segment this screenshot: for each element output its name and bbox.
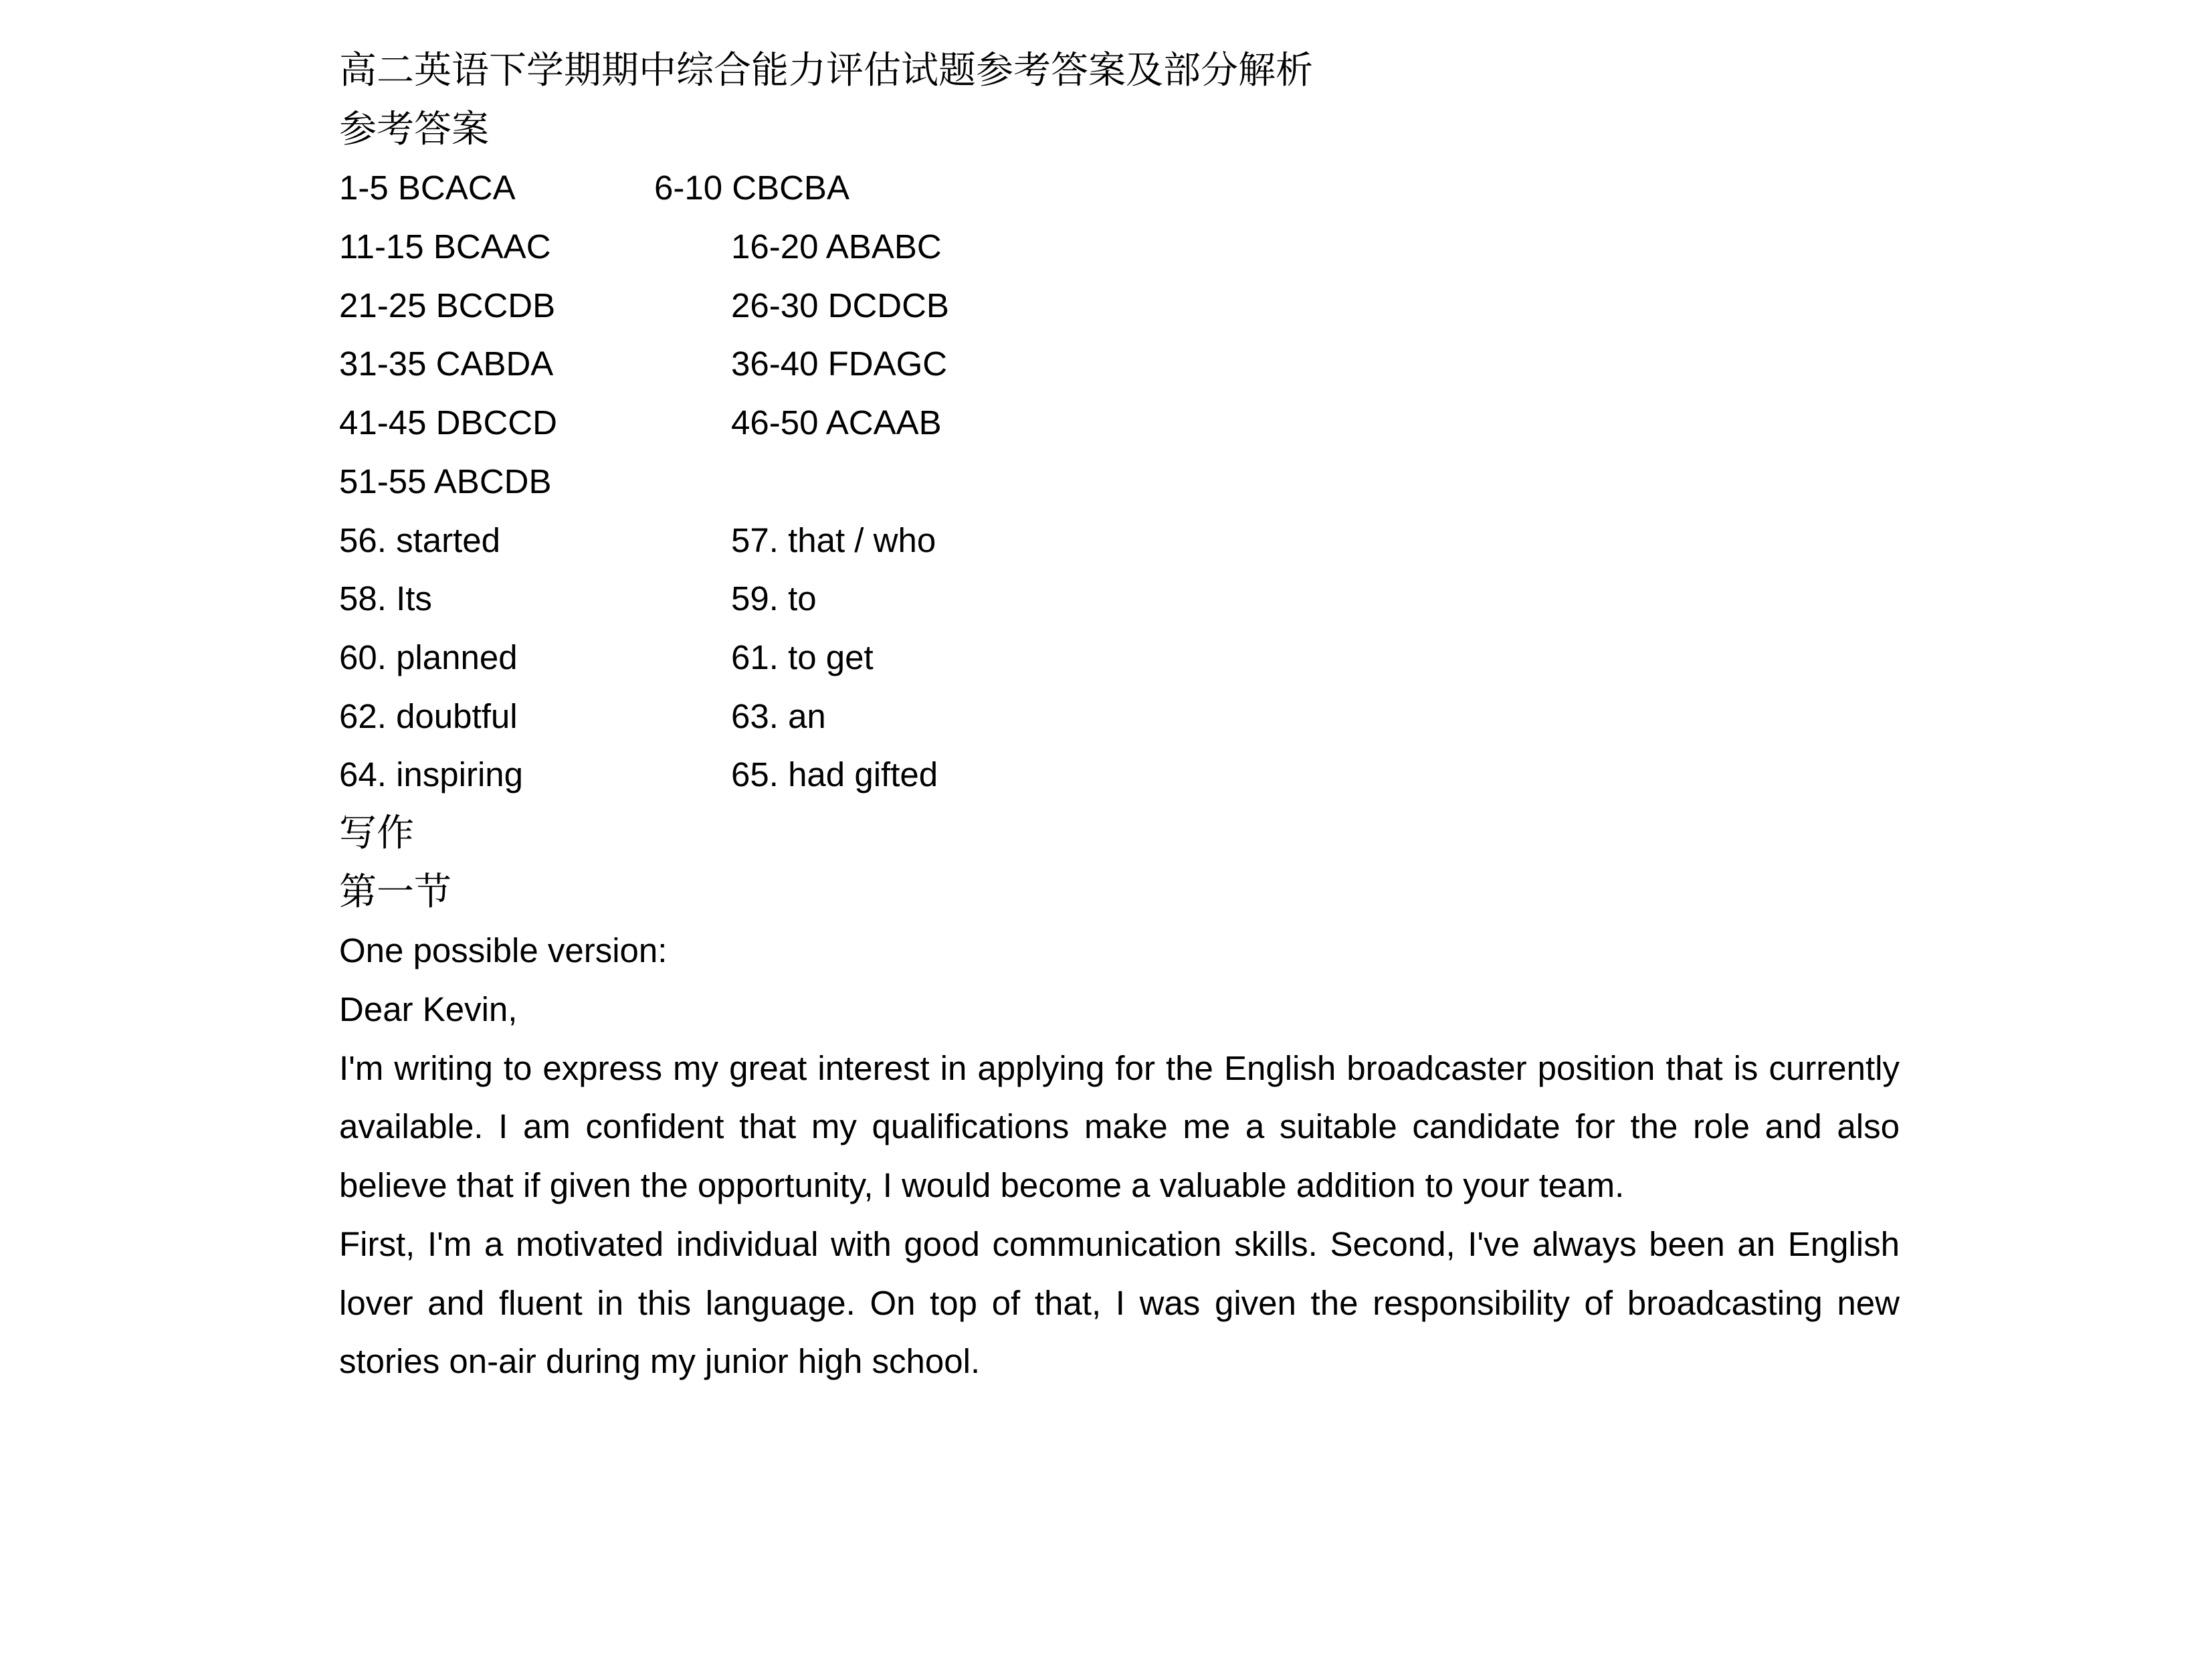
letter-salutation: Dear Kevin, bbox=[339, 990, 518, 1028]
answer-row bbox=[339, 159, 1900, 217]
fill-answer: 56. started bbox=[339, 521, 500, 559]
fill-answer: 65. had gifted bbox=[731, 755, 938, 794]
answer-group: 16-20 ABABC bbox=[731, 227, 942, 266]
answer-row bbox=[339, 217, 1900, 276]
answer-group: 1-5 BCACA bbox=[339, 169, 516, 207]
answer-row bbox=[339, 745, 1900, 804]
fill-answers bbox=[339, 511, 1900, 804]
version-label: One possible version: bbox=[339, 931, 668, 970]
fill-answer: 64. inspiring bbox=[339, 755, 523, 794]
fill-answer: 57. that / who bbox=[731, 521, 936, 559]
fill-answer: 63. an bbox=[731, 696, 826, 735]
fill-answer: 62. doubtful bbox=[339, 696, 518, 735]
writing-heading: 写作 bbox=[339, 811, 414, 855]
answer-row bbox=[339, 452, 1900, 511]
answer-group: 6-10 CBCBA bbox=[654, 169, 849, 207]
answer-row bbox=[339, 687, 1900, 746]
answer-row bbox=[339, 628, 1900, 687]
answer-group: 31-35 CABDA bbox=[339, 345, 554, 383]
section-heading: 第一节 bbox=[339, 870, 451, 914]
answer-row bbox=[339, 569, 1900, 628]
answer-group: 36-40 FDAGC bbox=[731, 345, 948, 383]
answer-row bbox=[339, 335, 1900, 393]
fill-answer: 61. to get bbox=[731, 638, 874, 676]
answer-group: 21-25 BCCDB bbox=[339, 286, 556, 324]
answers-heading: 参考答案 bbox=[339, 107, 489, 151]
answer-group: 51-55 ABCDB bbox=[339, 462, 552, 500]
fill-answer: 58. Its bbox=[339, 579, 432, 618]
letter-paragraph: First, I'm a motivated individual with good communication skills. Second, I've always been an English lover and fluent in this language. On top of that, I was given the responsibility of broadcasting new stories on-air during my junior high school. bbox=[339, 1224, 1900, 1381]
document-page bbox=[339, 41, 1900, 1391]
document-title: 高二英语下学期期中综合能力评估试题参考答案及部分解析 bbox=[339, 49, 1313, 92]
answer-row bbox=[339, 511, 1900, 570]
answer-group: 11-15 BCAAC bbox=[339, 227, 551, 266]
fill-answer: 60. planned bbox=[339, 638, 518, 676]
answer-row bbox=[339, 276, 1900, 335]
answer-group: 41-45 DBCCD bbox=[339, 403, 557, 442]
fill-answer: 59. to bbox=[731, 579, 817, 618]
answer-group: 46-50 ACAAB bbox=[731, 403, 942, 442]
answer-row bbox=[339, 393, 1900, 452]
letter-paragraph: I'm writing to express my great interest in applying for the English broadcaster position that is currently available. I am confident that my qualifications make me a suitable candidate for the role and also believe that if given the opportunity, I would become a valuable addition to your team. bbox=[339, 1048, 1900, 1205]
answer-group: 26-30 DCDCB bbox=[731, 286, 949, 324]
choice-answers bbox=[339, 159, 1900, 510]
